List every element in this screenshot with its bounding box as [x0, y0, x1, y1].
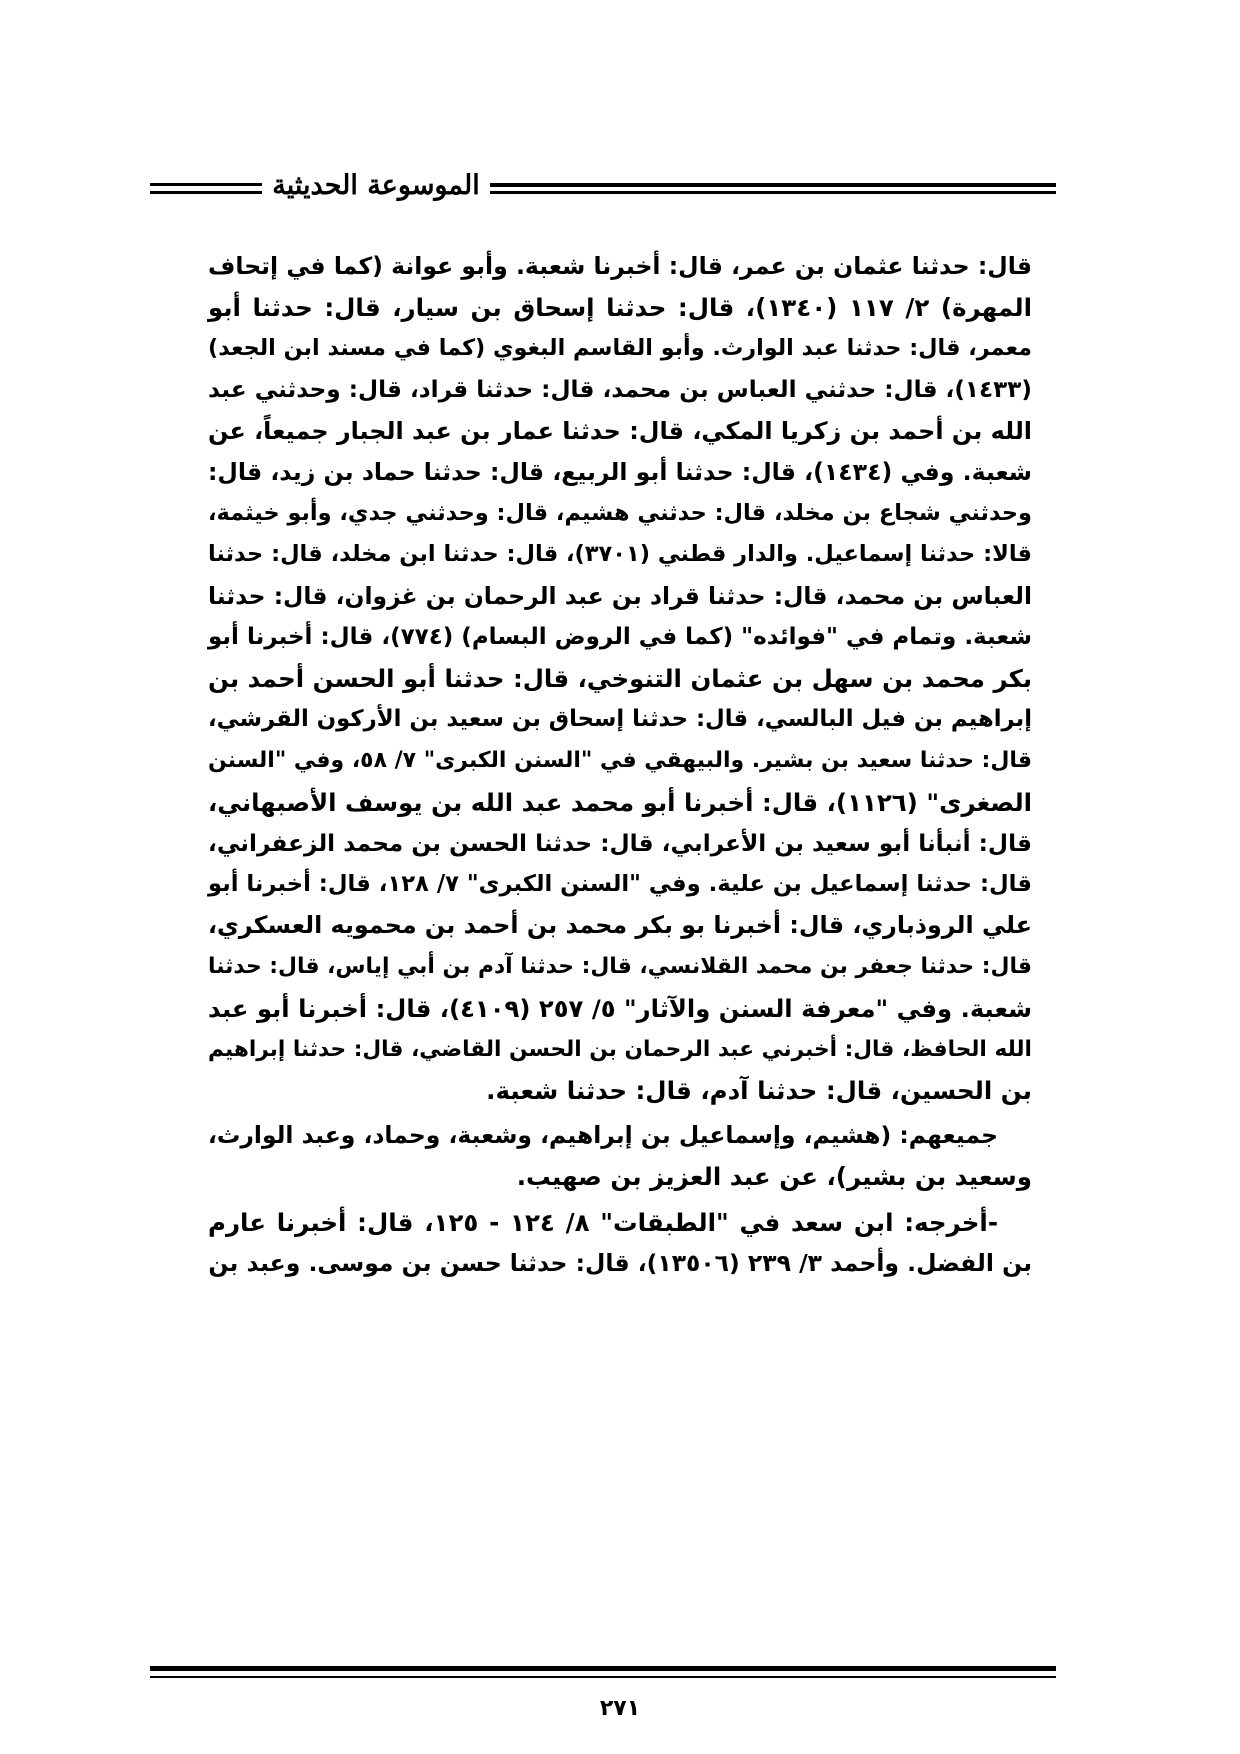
text-line: بكر محمد بن سهل بن عثمان التنوخي، قال: حدثنا أبو الحسن أحمد بن	[208, 664, 1032, 694]
text-line: شعبة. وتمام في "فوائده" (كما في الروض البسام) (٧٧٤)، قال: أخبرنا أبو	[208, 623, 1032, 650]
header-rule-right-top	[490, 183, 1056, 187]
text-line: بن الفضل. وأحمد ٣/ ٢٣٩ (١٣٥٠٦)، قال: حدثنا حسن بن موسى. وعبد بن	[208, 1248, 1032, 1277]
header-rule-right-bottom	[490, 191, 1056, 194]
page-header	[150, 168, 1056, 212]
text-line: قال: حدثنا إسماعيل بن علية. وفي "السنن الكبرى" ٧/ ١٢٨، قال: أخبرنا أبو	[208, 871, 1032, 898]
page-number: ٢٧١	[599, 1696, 641, 1721]
text-line: شعبة. وفي (١٤٣٤)، قال: حدثنا أبو الربيع، قال: حدثنا حماد بن زيد، قال:	[207, 458, 1032, 487]
paragraph	[208, 1115, 1032, 1197]
text-line: علي الروذباري، قال: أخبرنا بو بكر محمد بن أحمد بن محمويه العسكري،	[208, 911, 1032, 940]
running-title: الموسوعة الحديثية	[272, 170, 480, 201]
text-line: المهرة) ٢/ ١١٧ (١٣٤٠)، قال: حدثنا إسحاق بن سيار، قال: حدثنا أبو	[208, 293, 1032, 323]
text-line: قال: حدثنا عثمان بن عمر، قال: أخبرنا شعبة. وأبو عوانة (كما في إتحاف	[208, 252, 1032, 280]
footer-rule	[150, 1666, 1056, 1680]
text-line: الله بن أحمد بن زكريا المكي، قال: حدثنا عمار بن عبد الجبار جميعاً، عن	[208, 416, 1032, 445]
text-line: قالا: حدثنا إسماعيل. والدار قطني (٣٧٠١)، قال: حدثنا ابن مخلد، قال: حدثنا	[208, 541, 1032, 568]
header-rule-left-bottom	[150, 191, 262, 194]
text-line: بن الحسين، قال: حدثنا آدم، قال: حدثنا شعبة.	[486, 1076, 1032, 1106]
text-line: قال: حدثنا جعفر بن محمد القلانسي، قال: حدثنا آدم بن أبي إياس، قال: حدثنا	[208, 954, 1032, 980]
footer-rule-thin	[150, 1676, 1056, 1678]
text-line: وحدثني شجاع بن مخلد، قال: حدثني هشيم، قال: وحدثني جدي، وأبو خيثمة،	[208, 500, 1032, 527]
text-line: قال: أنبأنا أبو سعيد بن الأعرابي، قال: حدثنا الحسن بن محمد الزعفراني،	[208, 829, 1032, 857]
text-line: قال: حدثنا سعيد بن بشير. والبيهقي في "السنن الكبرى" ٧/ ٥٨، وفي "السنن	[208, 748, 1032, 774]
text-line: معمر، قال: حدثنا عبد الوارث. وأبو القاسم البغوي (كما في مسند ابن الجعد)	[208, 335, 1032, 362]
text-line: إبراهيم بن فيل البالسي، قال: حدثنا إسحاق بن سعيد بن الأركون القرشي،	[208, 706, 1032, 733]
header-rule-left-top	[150, 183, 262, 186]
footer-rule-thick	[150, 1666, 1056, 1671]
text-line: جميعهم: (هشيم، وإسماعيل بن إبراهيم، وشعبة، وحماد، وعبد الوارث،	[208, 1121, 998, 1150]
text-line: شعبة. وفي "معرفة السنن والآثار" ٥/ ٢٥٧ (٤١٠٩)، قال: أخبرنا أبو عبد	[208, 993, 1033, 1023]
body-text	[208, 246, 1032, 1284]
text-line: وسعيد بن بشير)، عن عبد العزيز بن صهيب.	[516, 1162, 1032, 1192]
text-line: العباس بن محمد، قال: حدثنا قراد بن عبد الرحمان بن غزوان، قال: حدثنا	[208, 581, 1032, 610]
text-line: -أخرجه: ابن سعد في "الطبقات" ٨/ ١٢٤ - ١٢٥، قال: أخبرنا عارم	[208, 1207, 998, 1237]
text-line: الله الحافظ، قال: أخبرني عبد الرحمان بن الحسن القاضي، قال: حدثنا إبراهيم	[208, 1036, 1032, 1062]
text-line: (١٤٣٣)، قال: حدثني العباس بن محمد، قال: حدثنا قراد، قال: وحدثني عبد	[208, 376, 1032, 403]
text-line: الصغرى" (١١٢٦)، قال: أخبرنا أبو محمد عبد الله بن يوسف الأصبهاني،	[208, 787, 1032, 817]
paragraph	[208, 246, 1032, 1111]
paragraph	[208, 1202, 1032, 1284]
